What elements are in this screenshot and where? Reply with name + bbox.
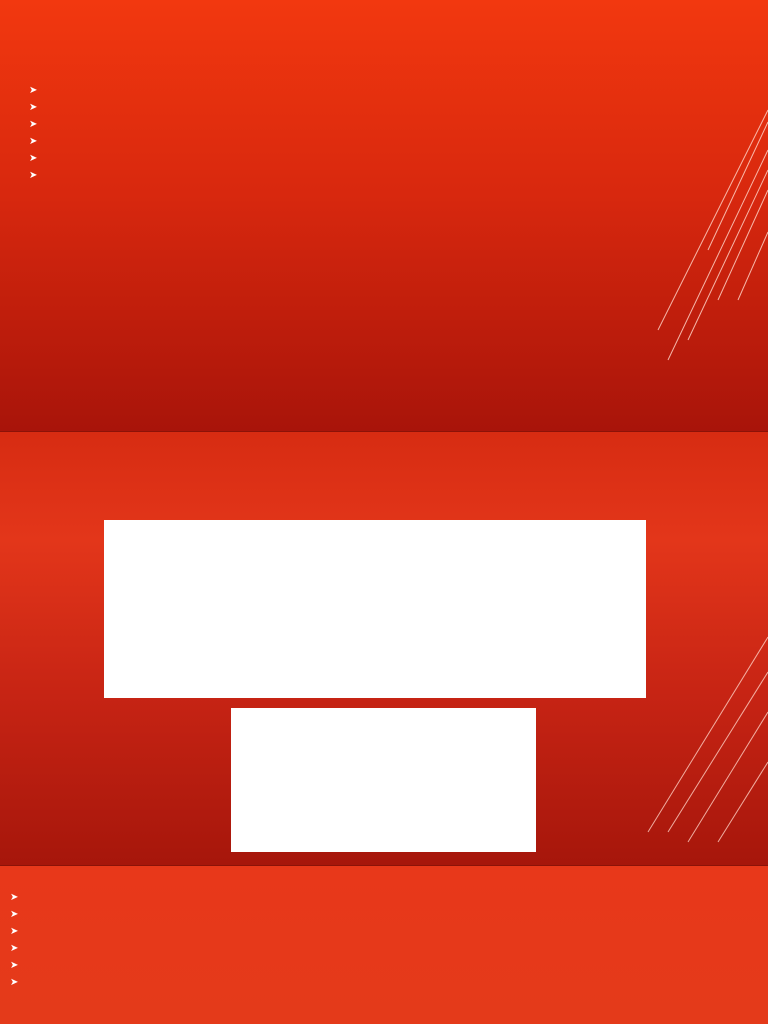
list-item — [29, 116, 741, 133]
list-item — [10, 906, 758, 923]
intro-block — [29, 82, 741, 184]
list-item — [10, 974, 758, 991]
pearson-block — [10, 889, 758, 991]
arrowhead-bullet-icon: ➤ — [10, 892, 19, 903]
list-item — [10, 940, 758, 957]
decorative-diagonal-lines — [628, 432, 768, 866]
arrowhead-bullet-icon: ➤ — [10, 960, 19, 971]
arrowhead-bullet-icon: ➤ — [29, 136, 38, 147]
slide-karl-pearson — [0, 866, 768, 1024]
arrowhead-bullet-icon: ➤ — [10, 943, 19, 954]
arrowhead-bullet-icon: ➤ — [10, 977, 19, 988]
slide-correlation-regression — [0, 0, 768, 432]
arrowhead-bullet-icon: ➤ — [29, 170, 38, 181]
negative-correlation-scatter-plots — [231, 708, 536, 852]
arrowhead-bullet-icon: ➤ — [29, 119, 38, 130]
positive-correlation-figure — [104, 520, 646, 698]
arrowhead-bullet-icon: ➤ — [10, 909, 19, 920]
arrowhead-bullet-icon: ➤ — [10, 926, 19, 937]
list-item — [29, 133, 741, 150]
slide-scatter-diagram — [0, 432, 768, 866]
arrowhead-bullet-icon: ➤ — [29, 102, 38, 113]
list-item — [29, 82, 741, 99]
decorative-diagonal-lines — [468, 0, 768, 432]
positive-correlation-scatter-plots — [104, 520, 646, 698]
list-item — [29, 167, 741, 184]
negative-correlation-figure — [231, 708, 536, 852]
list-item — [29, 150, 741, 167]
arrowhead-bullet-icon: ➤ — [29, 153, 38, 164]
list-item — [10, 923, 758, 940]
list-item — [10, 957, 758, 974]
list-item — [29, 99, 741, 116]
list-item — [10, 889, 758, 906]
arrowhead-bullet-icon: ➤ — [29, 85, 38, 96]
